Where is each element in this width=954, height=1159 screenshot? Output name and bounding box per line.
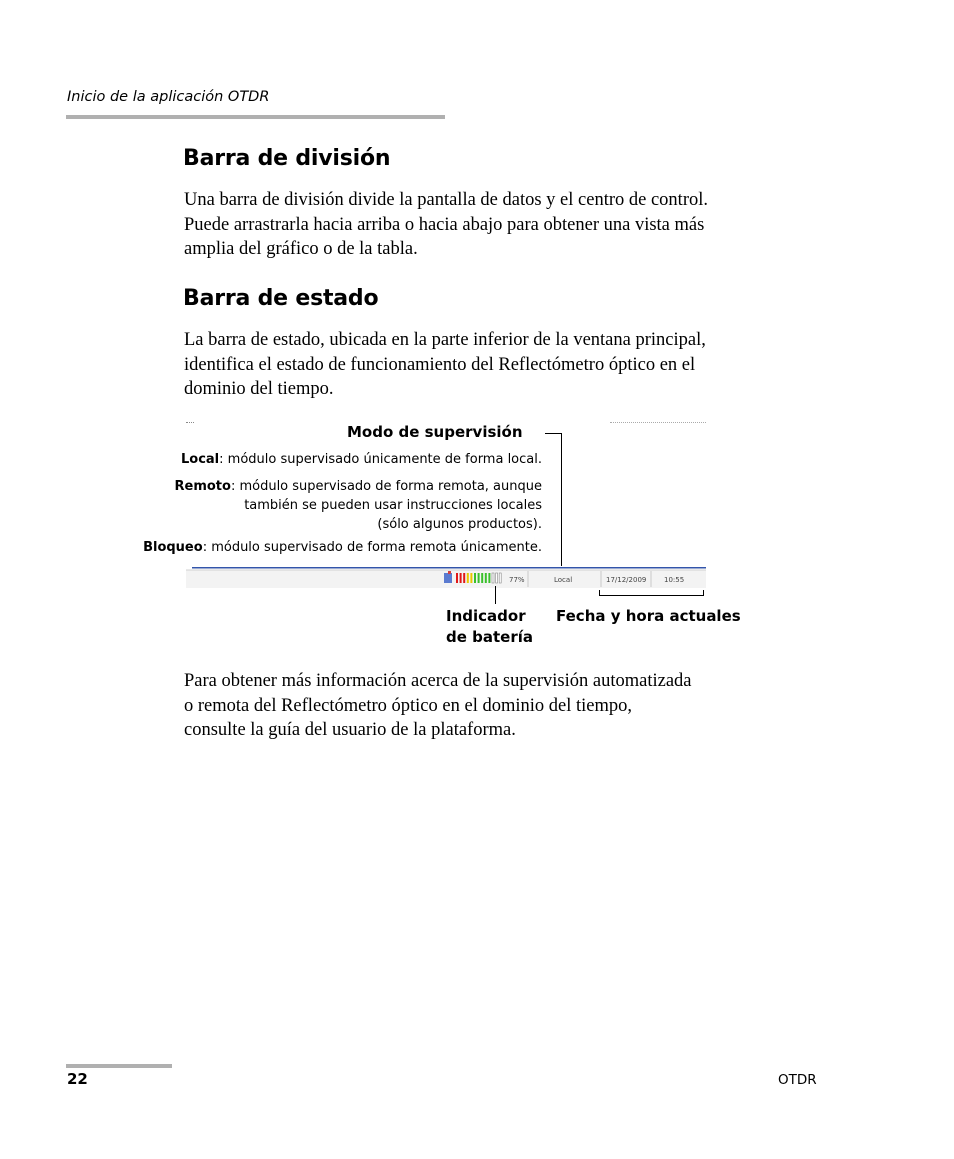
battery-segment [488,573,490,583]
battery-segment [485,573,487,583]
window-border-line [192,567,706,569]
battery-segment [474,573,476,583]
battery-leader [495,586,496,604]
battery-segment [463,573,465,583]
mode-remote-term: Remoto [174,479,231,494]
running-header: Inicio de la aplicación OTDR [67,89,270,105]
mode-leader-horizontal [545,433,562,434]
datetime-callout: Fecha y hora actuales [556,607,741,625]
header-rule [66,115,445,119]
mode-text: Local [554,576,573,584]
mode-local-text: : módulo supervisado únicamente de forma local. [219,452,542,467]
mode-lock-description [143,540,542,555]
mode-lock-term: Bloqueo [143,540,203,555]
mode-callout-title: Modo de supervisión [347,423,523,441]
figure-crop-mark [610,422,706,423]
paragraph-line: identifica el estado de funcionamiento del Reflectómetro óptico en el [184,354,696,375]
battery-callout-line: de batería [446,628,533,646]
battery-segment [467,573,469,583]
battery-segment [499,573,501,583]
status-bar-graphic [186,566,706,588]
date-text: 17/12/2009 [606,576,647,584]
footer-rule [66,1064,172,1068]
battery-segment [496,573,498,583]
battery-segment [460,573,462,583]
battery-segment [456,573,458,583]
paragraph-line: consulte la guía del usuario de la plataforma. [184,720,516,740]
section-heading-status-bar: Barra de estado [183,286,379,311]
mode-remote-text: también se pueden usar instrucciones locales [244,498,542,513]
closing-paragraph [184,669,804,743]
battery-segment [478,573,480,583]
mode-lock-text: : módulo supervisado de forma remota únicamente. [202,540,542,555]
time-text: 10:55 [664,576,685,584]
section-paragraph-status-bar [184,328,804,402]
paragraph-line: La barra de estado, ubicada en la parte inferior de la ventana principal, [184,330,706,350]
mode-leader-vertical [561,433,562,567]
paragraph-line: dominio del tiempo. [184,379,334,399]
battery-percent-text: 77% [509,576,525,584]
page-number: 22 [67,1070,88,1088]
paragraph-line: o remota del Reflectómetro óptico en el dominio del tiempo, [184,695,632,716]
paragraph-line: Puede arrastrarla hacia arriba o hacia abajo para obtener una vista más [184,214,705,235]
footer-doc-title: OTDR [778,1072,817,1088]
battery-segment [492,573,494,583]
datetime-bracket-bottom [599,595,704,596]
status-bar-screenshot [186,566,706,588]
battery-segment [481,573,483,583]
mode-remote-text: (sólo algunos productos). [377,517,542,532]
paragraph-line: Una barra de división divide la pantalla de datos y el centro de control. [184,190,708,210]
battery-callout-line: Indicador [446,607,526,625]
mode-local-description [181,452,542,467]
mode-remote-text: : módulo supervisado de forma remota, aunque [230,479,542,494]
paragraph-line: amplia del gráfico o de la tabla. [184,239,418,259]
figure-crop-mark [186,422,194,423]
paragraph-line: Para obtener más información acerca de la supervisión automatizada [184,671,692,691]
section-paragraph-split-bar [184,188,804,262]
battery-segment [470,573,472,583]
battery-callout [446,606,533,648]
mode-remote-description [175,477,543,534]
section-heading-split-bar: Barra de división [183,146,391,171]
mode-local-term: Local [180,452,220,467]
